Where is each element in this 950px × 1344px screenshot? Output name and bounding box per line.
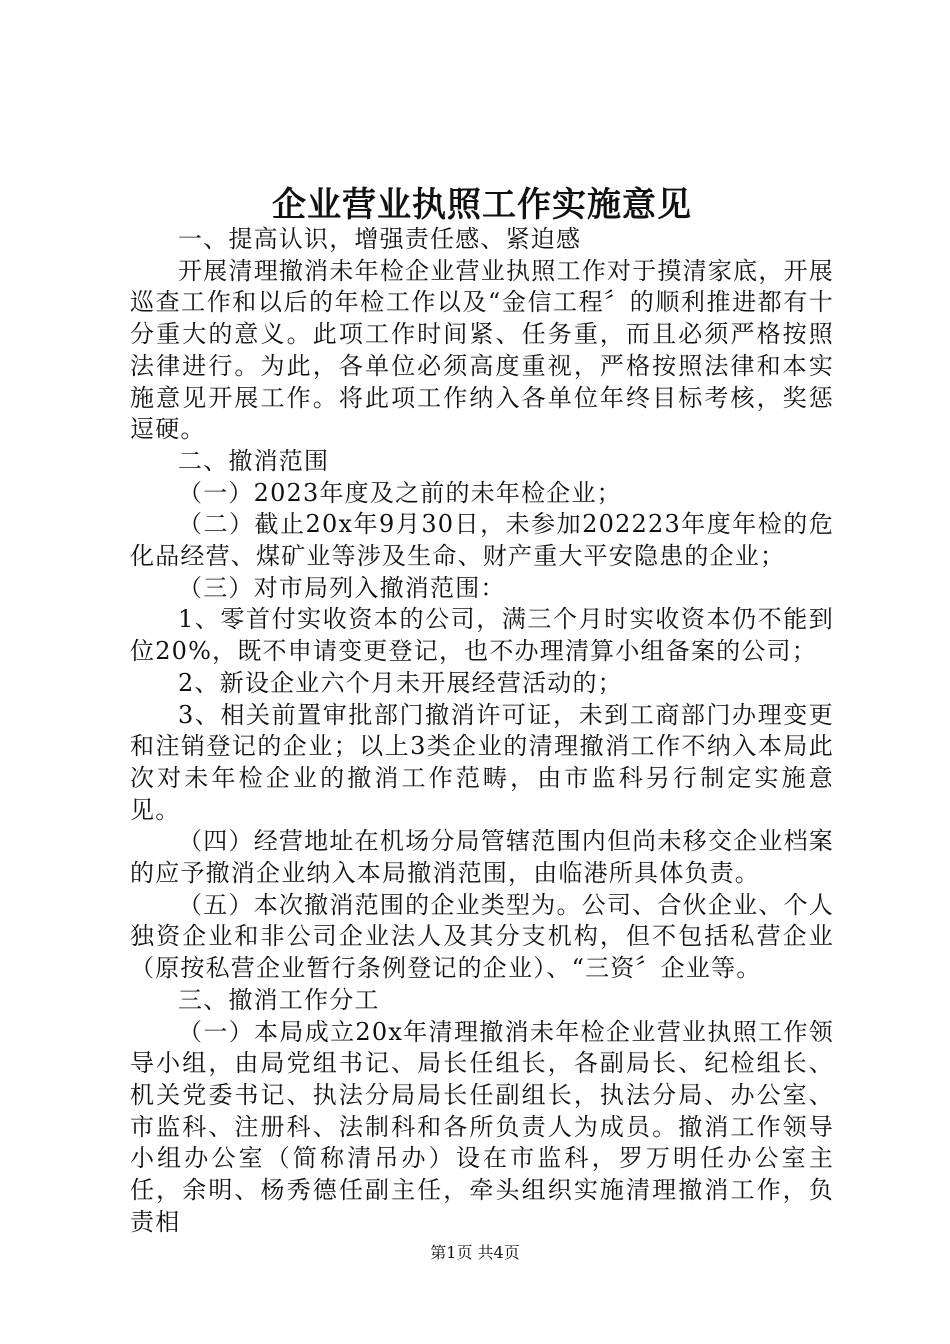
sub-list-item: 2、新设企业六个月未开展经营活动的； [178, 668, 623, 697]
list-item: （四）经营地址在机场分局管辖范围内但尚未移交企业档案的应予撤消企业纳入本局撤消范围，由临港所具体负责。 [130, 827, 834, 888]
page-indicator: 第1页 共4页 [430, 1243, 520, 1262]
list-item: （五）本次撤消范围的企业类型为。公司、合伙企业、个人独资企业和非公司企业法人及其分支机构，但不包括私营企业（原按私营企业暂行条例登记的企业）、“三资〞企业等。 [130, 890, 834, 983]
section-heading-2: 二、撤消范围 [178, 446, 330, 475]
list-item: （一）本局成立20x年清理撤消未年检企业营业执照工作领导小组，由局党组书记、局长任组长，各副局长、纪检组长、机关党委书记、执法分局局长任副组长，执法分局、办公室、市监科、注册科、法制科和各所负责人为成员。撤消工作领导小组办公室（简称清吊办）设在市监科，罗万明任办公室主任，余明、杨秀德任副主任，牵头组织实施清理撤消工作，负责相 [130, 1017, 834, 1236]
sub-list-item: 3、相关前置审批部门撤消许可证，未到工商部门办理变更和注销登记的企业；以上3类企业的清理撤消工作不纳入本局此次对未年检企业的撤消工作范畴，由市监科另行制定实施意见。 [130, 700, 834, 824]
list-item: （三）对市局列入撤消范围： [178, 573, 506, 602]
list-item: （二）截止20x年9月30日，未参加202223年度年检的危化品经营、煤矿业等涉及生命、财产重大平安隐患的企业； [130, 510, 834, 571]
sub-list-item: 1、零首付实收资本的公司，满三个月时实收资本仍不能到位20%，既不申请变更登记，也不办理清算小组备案的公司； [130, 605, 834, 666]
section-heading-3: 三、撤消工作分工 [178, 985, 380, 1014]
section-heading-1: 一、提高认识，增强责任感、紧迫感 [178, 225, 582, 253]
list-item: （一）2023年度及之前的未年检企业； [178, 478, 622, 507]
document-page [130, 180, 834, 1239]
body-paragraph: 开展清理撤消未年检企业营业执照工作对于摸清家底，开展巡查工作和以后的年检工作以及“金信工程〞的顺利推进都有十分重大的意义。此项工作时间紧、任务重，而且必须严格按照法律进行。为此，各单位必须高度重视，严格按照法律和本实施意见开展工作。将此项工作纳入各单位年终目标考核，奖惩逗硬。 [130, 256, 834, 444]
document-title: 企业营业执照工作实施意见 [272, 185, 692, 225]
